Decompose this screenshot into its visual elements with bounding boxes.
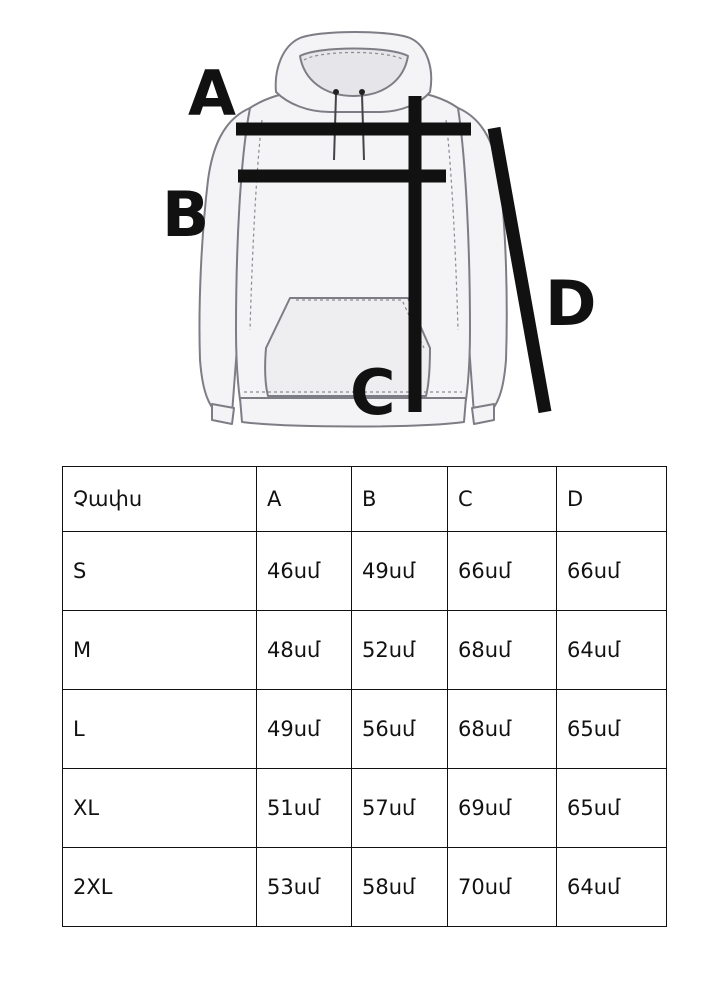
label-d: D xyxy=(545,267,597,340)
header-c: C xyxy=(448,467,557,532)
table-row xyxy=(63,848,667,927)
size-cell: XL xyxy=(63,769,257,848)
measure-cell-b: 49սմ xyxy=(352,532,448,611)
label-c: C xyxy=(350,356,396,429)
left-cuff xyxy=(212,404,234,424)
measure-cell-c: 70սմ xyxy=(448,848,557,927)
right-cuff xyxy=(472,404,494,424)
size-cell: 2XL xyxy=(63,848,257,927)
table-row xyxy=(63,769,667,848)
measure-cell-d: 65սմ xyxy=(557,769,667,848)
measure-cell-c: 66սմ xyxy=(448,532,557,611)
hoodie-measurement-diagram xyxy=(0,0,707,450)
header-b: B xyxy=(352,467,448,532)
measure-cell-b: 52սմ xyxy=(352,611,448,690)
measure-cell-d: 66սմ xyxy=(557,532,667,611)
measure-cell-a: 53սմ xyxy=(257,848,352,927)
drawstring-eyelet-left xyxy=(333,89,339,95)
header-a: A xyxy=(257,467,352,532)
measure-cell-a: 48սմ xyxy=(257,611,352,690)
measure-cell-d: 64սմ xyxy=(557,848,667,927)
measure-cell-a: 46սմ xyxy=(257,532,352,611)
header-d: D xyxy=(557,467,667,532)
table-row xyxy=(63,690,667,769)
measure-cell-d: 64սմ xyxy=(557,611,667,690)
hoodie-pocket xyxy=(265,298,430,396)
measure-cell-b: 56սմ xyxy=(352,690,448,769)
size-cell: S xyxy=(63,532,257,611)
hoodie-svg xyxy=(0,0,707,450)
measure-cell-c: 68սմ xyxy=(448,690,557,769)
size-cell: M xyxy=(63,611,257,690)
header-size: Չափս xyxy=(63,467,257,532)
table-row xyxy=(63,532,667,611)
label-b: B xyxy=(162,178,210,251)
measure-cell-d: 65սմ xyxy=(557,690,667,769)
measure-cell-a: 49սմ xyxy=(257,690,352,769)
measure-cell-a: 51սմ xyxy=(257,769,352,848)
table-header-row xyxy=(63,467,667,532)
measure-cell-c: 69սմ xyxy=(448,769,557,848)
size-chart-table xyxy=(62,466,667,927)
measure-cell-b: 58սմ xyxy=(352,848,448,927)
size-cell: L xyxy=(63,690,257,769)
measure-cell-c: 68սմ xyxy=(448,611,557,690)
measure-cell-b: 57սմ xyxy=(352,769,448,848)
table-row xyxy=(63,611,667,690)
label-a: A xyxy=(188,57,236,130)
drawstring-eyelet-right xyxy=(359,89,365,95)
